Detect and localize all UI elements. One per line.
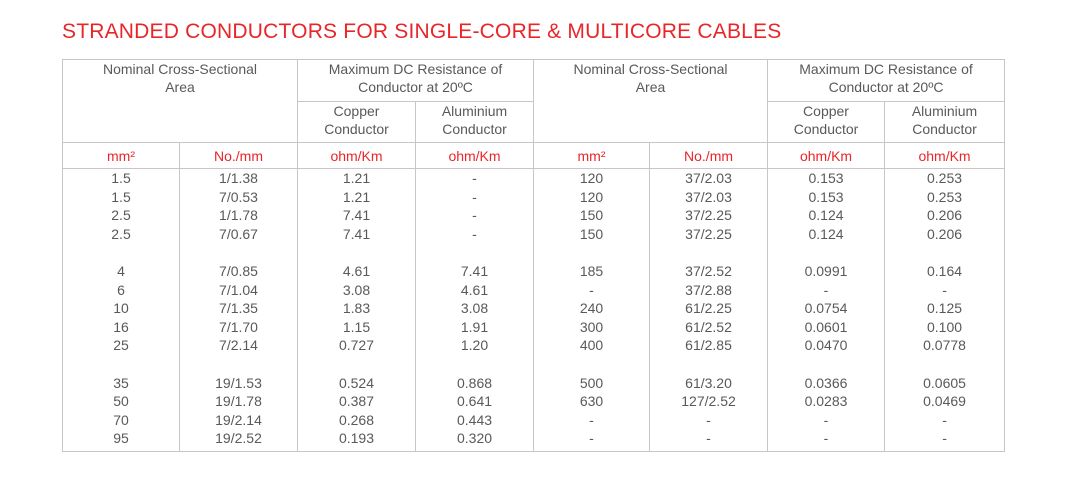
table-cell: 61/2.52 [685, 318, 732, 335]
table-cell: 3.08 [460, 300, 489, 317]
group-spacer [534, 243, 649, 262]
table-cell: 0.0605 [923, 374, 966, 391]
table-cell: 1.20 [460, 337, 489, 354]
group-spacer [416, 243, 533, 262]
column-copper-left [298, 169, 416, 452]
column-strands-left [180, 169, 298, 452]
table-cell: 0.868 [456, 374, 493, 391]
table-cell: 127/2.52 [681, 393, 736, 410]
table-cell: 7.41 [460, 262, 489, 279]
unit-area-right: mm² [534, 143, 650, 169]
table-cell: 0.0283 [804, 393, 848, 410]
group-spacer [650, 355, 767, 374]
table-cell: 0.253 [927, 188, 963, 205]
group-spacer [416, 355, 533, 374]
table-cell: 120 [579, 170, 604, 186]
group-spacer [63, 243, 179, 262]
table-cell: 0.320 [456, 430, 493, 447]
table-cell: 19/1.78 [215, 393, 262, 410]
table-cell: 0.0754 [804, 300, 848, 317]
table-cell: 0.253 [927, 170, 963, 186]
table-body-row [63, 169, 1005, 452]
table-cell: - [472, 170, 477, 186]
column-strands-right [650, 169, 768, 452]
column-aluminium-left [416, 169, 534, 452]
unit-aluminium-right: ohm/Km [885, 143, 1005, 169]
table-cell: 0.125 [927, 300, 963, 317]
table-cell: 1.91 [460, 318, 489, 335]
table-cell: 150 [579, 207, 604, 224]
table-cell: 35 [113, 374, 129, 391]
group-spacer [534, 355, 649, 374]
table-cell: 0.524 [338, 374, 375, 391]
table-cell: 37/2.88 [685, 281, 732, 298]
table-cell: 0.0778 [923, 337, 966, 354]
table-cell: - [589, 430, 594, 447]
table-cell: 7/1.70 [219, 318, 258, 335]
header-copper-left: Copper Conductor [298, 102, 416, 143]
table-cell: - [942, 281, 947, 298]
table-cell: 7.41 [342, 225, 371, 242]
table-cell: 0.153 [808, 170, 844, 186]
table-cell: 0.206 [927, 225, 963, 242]
header-resistance-left: Maximum DC Resistance of Conductor at 20ºC [298, 60, 534, 102]
table-cell: 0.0366 [804, 374, 848, 391]
table-cell: 0.100 [927, 318, 963, 335]
column-aluminium-right [885, 169, 1005, 452]
table-cell: 2.5 [111, 225, 131, 242]
table-cell: 2.5 [111, 207, 131, 224]
unit-copper-right: ohm/Km [768, 143, 885, 169]
table-cell: 61/3.20 [685, 374, 732, 391]
table-cell: 0.193 [338, 430, 375, 447]
table-cell: 500 [579, 374, 604, 391]
table-cell: 61/2.85 [685, 337, 732, 354]
table-cell: 7/1.04 [219, 281, 258, 298]
table-cell: - [942, 430, 947, 447]
table-cell: 120 [579, 188, 604, 205]
table-cell: 185 [579, 262, 604, 279]
group-spacer [298, 243, 415, 262]
table-cell: 7/0.53 [219, 188, 258, 205]
unit-area-left: mm² [63, 143, 180, 169]
group-spacer [180, 355, 297, 374]
table-cell: 1/1.38 [219, 170, 258, 186]
header-area-left: Nominal Cross-Sectional Area [63, 60, 298, 143]
table-cell: - [589, 281, 594, 298]
unit-copper-left: ohm/Km [298, 143, 416, 169]
table-cell: 0.206 [927, 207, 963, 224]
table-cell: 0.268 [338, 411, 375, 428]
unit-aluminium-left: ohm/Km [416, 143, 534, 169]
page-title: STRANDED CONDUCTORS FOR SINGLE-CORE & MULTICORE CABLES [62, 20, 782, 43]
group-spacer [768, 243, 884, 262]
table-cell: 1.21 [342, 170, 371, 186]
group-spacer [885, 355, 1004, 374]
table-cell: 0.0601 [804, 318, 848, 335]
table-cell: 10 [113, 300, 129, 317]
table-cell: 0.124 [808, 225, 844, 242]
group-spacer [180, 243, 297, 262]
table-cell: 37/2.25 [685, 207, 732, 224]
table-cell: 50 [113, 393, 129, 410]
table-cell: 37/2.03 [685, 170, 732, 186]
table-cell: 4.61 [342, 262, 371, 279]
table-cell: - [472, 188, 477, 205]
table-cell: 7/0.85 [219, 262, 258, 279]
table-cell: 630 [579, 393, 604, 410]
group-spacer [885, 243, 1004, 262]
table-cell: 1.21 [342, 188, 371, 205]
table-cell: 400 [579, 337, 604, 354]
table-cell: 95 [113, 430, 129, 447]
header-resistance-right: Maximum DC Resistance of Conductor at 20ºC [768, 60, 1005, 102]
table-cell: 0.0469 [923, 393, 966, 410]
table-cell: - [823, 430, 829, 447]
table-cell: - [942, 411, 947, 428]
table-cell: 19/2.14 [215, 411, 262, 428]
table-cell: 240 [579, 300, 604, 317]
table-cell: 7/1.35 [219, 300, 258, 317]
table-cell: - [472, 225, 477, 242]
table-cell: 61/2.25 [685, 300, 732, 317]
column-area-right [534, 169, 650, 452]
table-cell: 4.61 [460, 281, 489, 298]
table-cell: 0.0991 [804, 262, 848, 279]
table-cell: 37/2.52 [685, 262, 732, 279]
table-cell: 4 [117, 262, 125, 279]
group-spacer [298, 355, 415, 374]
table-cell: 0.727 [338, 337, 375, 354]
unit-strands-left: No./mm [180, 143, 298, 169]
table-cell: 7.41 [342, 207, 371, 224]
table-cell: 0.0470 [804, 337, 848, 354]
column-area-left [63, 169, 180, 452]
table-cell: 70 [113, 411, 129, 428]
table-cell: 6 [117, 281, 125, 298]
group-spacer [768, 355, 884, 374]
table-cell: - [823, 411, 829, 428]
table-cell: 3.08 [342, 281, 371, 298]
table-cell: 0.641 [456, 393, 493, 410]
table-cell: 19/2.52 [215, 430, 262, 447]
table-cell: 1.5 [111, 170, 131, 186]
table-cell: 0.387 [338, 393, 375, 410]
table-cell: - [706, 430, 711, 447]
header-aluminium-right: Aluminium Conductor [885, 102, 1005, 143]
table-cell: - [706, 411, 711, 428]
unit-strands-right: No./mm [650, 143, 768, 169]
table-cell: - [589, 411, 594, 428]
table-cell: 0.153 [808, 188, 844, 205]
table-cell: 1.83 [342, 300, 371, 317]
table-cell: 300 [579, 318, 604, 335]
group-spacer [650, 243, 767, 262]
table-cell: 0.124 [808, 207, 844, 224]
table-cell: 1.15 [342, 318, 371, 335]
table-cell: 7/0.67 [219, 225, 258, 242]
header-copper-right: Copper Conductor [768, 102, 885, 143]
table-cell: 25 [113, 337, 129, 354]
column-copper-right [768, 169, 885, 452]
header-area-right: Nominal Cross-Sectional Area [534, 60, 768, 143]
table-cell: 1/1.78 [219, 207, 258, 224]
table-cell: 0.164 [927, 262, 963, 279]
table-cell: 37/2.25 [685, 225, 732, 242]
group-spacer [63, 355, 179, 374]
table-cell: 7/2.14 [219, 337, 258, 354]
table-cell: 1.5 [111, 188, 131, 205]
table-cell: 0.443 [456, 411, 493, 428]
table-cell: - [472, 207, 477, 224]
table-cell: 16 [113, 318, 129, 335]
table-cell: 37/2.03 [685, 188, 732, 205]
header-aluminium-left: Aluminium Conductor [416, 102, 534, 143]
conductor-table [62, 59, 1005, 452]
table-cell: - [823, 281, 829, 298]
table-cell: 19/1.53 [215, 374, 262, 391]
table-cell: 150 [579, 225, 604, 242]
